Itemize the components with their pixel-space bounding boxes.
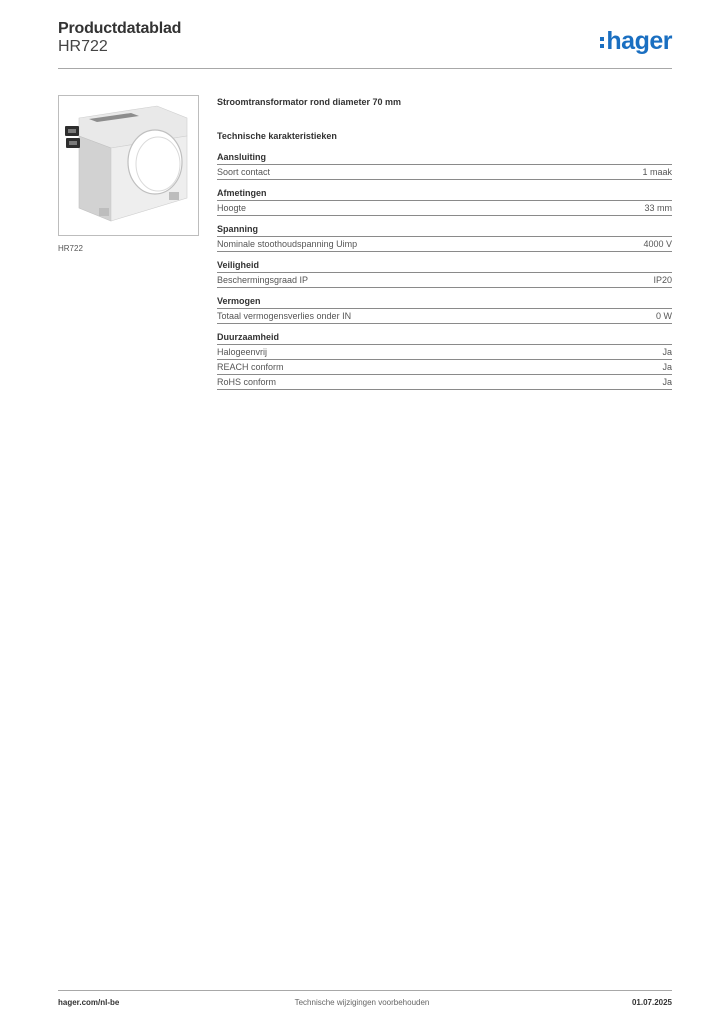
spec-value: 4000 V: [643, 239, 672, 249]
spec-row: [217, 273, 672, 288]
spec-row: [217, 309, 672, 324]
spec-value: Ja: [662, 347, 672, 357]
spec-value: 0 W: [655, 311, 672, 321]
section-title: Duurzaamheid: [217, 331, 672, 345]
page-title: Productdatablad: [58, 20, 182, 37]
footer-date: 01.07.2025: [631, 998, 672, 1007]
spec-section: [217, 187, 672, 216]
spec-value: IP20: [653, 275, 672, 285]
logo-text: hager: [606, 27, 672, 55]
section-title: Aansluiting: [217, 151, 672, 165]
spec-value: 33 mm: [644, 203, 672, 213]
footer-divider: [58, 990, 672, 991]
section-title: Afmetingen: [217, 187, 672, 201]
product-code: HR722: [58, 38, 108, 55]
spec-value: 1 maak: [642, 167, 672, 177]
spec-row: [217, 165, 672, 180]
spec-label: Soort contact: [217, 167, 271, 177]
spec-label: Halogeenvrij: [217, 347, 268, 357]
section-title: Spanning: [217, 223, 672, 237]
product-description: Stroomtransformator rond diameter 70 mm: [217, 97, 402, 107]
footer-website-link[interactable]: hager.com/nl-be: [58, 998, 120, 1007]
spec-section: [217, 259, 672, 288]
spec-section: [217, 151, 672, 180]
spec-value: Ja: [662, 362, 672, 372]
tech-heading: Technische karakteristieken: [217, 131, 337, 141]
spec-label: Nominale stoothoudspanning Uimp: [217, 239, 358, 249]
spec-row: [217, 360, 672, 375]
header-divider: [58, 68, 672, 69]
section-title: Vermogen: [217, 295, 672, 309]
current-transformer-icon: [59, 96, 198, 235]
spec-section: [217, 223, 672, 252]
spec-row: [217, 345, 672, 360]
spec-row: [217, 375, 672, 390]
spec-content: [217, 96, 672, 390]
spec-label: REACH conform: [217, 362, 284, 372]
hager-logo: [600, 28, 672, 54]
spec-section: [217, 295, 672, 324]
spec-label: Totaal vermogensverlies onder IN: [217, 311, 352, 321]
logo-dots-icon: [600, 37, 604, 48]
section-title: Veiligheid: [217, 259, 672, 273]
product-image: [58, 95, 199, 236]
spec-label: Hoogte: [217, 203, 247, 213]
spec-value: Ja: [662, 377, 672, 387]
spec-label: RoHS conform: [217, 377, 277, 387]
image-caption: HR722: [58, 244, 83, 253]
spec-row: [217, 237, 672, 252]
spec-row: [217, 201, 672, 216]
footer-disclaimer: Technische wijzigingen voorbehouden: [294, 998, 430, 1007]
spec-label: Beschermingsgraad IP: [217, 275, 309, 285]
spec-section: [217, 331, 672, 390]
